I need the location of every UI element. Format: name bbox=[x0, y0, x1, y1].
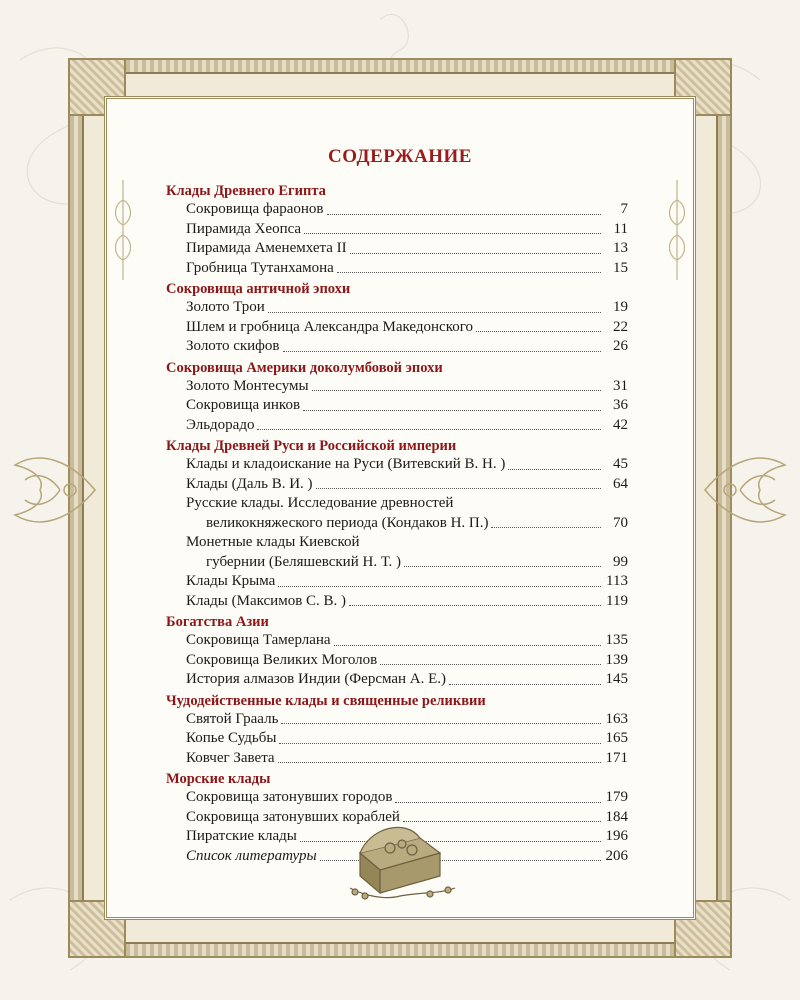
toc-entry-title: Клады (Даль В. И. ) bbox=[186, 475, 313, 492]
dot-leader bbox=[327, 214, 601, 215]
toc-entry-title: Золото Трои bbox=[186, 299, 265, 315]
dot-leader bbox=[337, 272, 601, 273]
toc-entry-title: Сокровища фараонов bbox=[186, 201, 324, 217]
toc-entry-title: Шлем и гробница Александра Македонского bbox=[186, 318, 474, 335]
page-number: 171 bbox=[605, 749, 628, 766]
dot-leader bbox=[312, 390, 601, 391]
side-ornament-icon bbox=[700, 420, 800, 560]
dot-leader bbox=[491, 527, 601, 528]
toc-entry[interactable] bbox=[166, 475, 628, 495]
page-number: 19 bbox=[613, 299, 628, 315]
page-number: 163 bbox=[605, 710, 628, 727]
page-number: 13 bbox=[613, 240, 628, 256]
toc-entry[interactable] bbox=[166, 592, 628, 612]
toc-entry-title: Гробница Тутанхамона bbox=[186, 259, 334, 276]
toc-entry[interactable] bbox=[166, 670, 628, 690]
page-number: 31 bbox=[613, 377, 628, 394]
column-ornament bbox=[662, 180, 692, 280]
dot-leader bbox=[283, 351, 602, 352]
page-number: 113 bbox=[606, 573, 628, 589]
dot-leader bbox=[281, 723, 601, 724]
side-ornament-icon bbox=[0, 420, 100, 560]
toc-entry-title: Эльдорадо bbox=[186, 416, 255, 433]
toc-entry[interactable] bbox=[166, 631, 628, 651]
toc-entry[interactable] bbox=[166, 729, 628, 749]
dot-leader bbox=[278, 762, 601, 763]
page-number: 196 bbox=[605, 828, 628, 844]
toc-entry-title: Золото скифов bbox=[186, 338, 280, 354]
page-number: 11 bbox=[613, 220, 628, 237]
page-number: 26 bbox=[613, 338, 628, 354]
page-number: 179 bbox=[605, 789, 628, 805]
section-heading: Морские клады bbox=[166, 771, 271, 787]
section-heading: Богатства Азии bbox=[166, 614, 269, 630]
toc-entry[interactable] bbox=[166, 749, 628, 769]
dot-leader bbox=[268, 312, 601, 313]
section-heading: Сокровища античной эпохи bbox=[166, 281, 351, 297]
toc-entry-title: Сокровища Великих Моголов bbox=[186, 651, 378, 668]
dot-leader bbox=[349, 605, 601, 606]
page-title: СОДЕРЖАНИЕ bbox=[328, 146, 472, 167]
toc-entry-title: Ковчег Завета bbox=[186, 749, 275, 766]
toc-entry[interactable] bbox=[166, 710, 628, 730]
dot-leader bbox=[508, 469, 601, 470]
toc-entry[interactable] bbox=[166, 200, 628, 220]
toc-entry-title: Клады Крыма bbox=[186, 573, 276, 589]
toc-entry[interactable] bbox=[166, 396, 628, 416]
toc-entry-title: История алмазов Индии (Ферсман А. Е.) bbox=[186, 671, 447, 687]
toc-entry[interactable] bbox=[166, 494, 628, 533]
page-number: 15 bbox=[613, 259, 628, 276]
toc-entry[interactable] bbox=[166, 455, 628, 475]
page-number: 119 bbox=[606, 592, 628, 609]
toc-entry-title: Золото Монтесумы bbox=[186, 377, 309, 394]
page-number: 206 bbox=[605, 847, 628, 864]
toc-entry-title: Список литературы bbox=[186, 847, 317, 864]
toc-entry[interactable] bbox=[166, 239, 628, 259]
dot-leader bbox=[304, 233, 601, 234]
section-heading: Клады Древнего Египта bbox=[166, 183, 326, 199]
toc-entry-title: Святой Грааль bbox=[186, 710, 279, 727]
toc-entry-title: Сокровища инков bbox=[186, 397, 301, 413]
dot-leader bbox=[316, 488, 601, 489]
section-heading: Сокровища Америки доколумбовой эпохи bbox=[166, 359, 443, 376]
dot-leader bbox=[257, 429, 601, 430]
page-number: 7 bbox=[620, 201, 628, 217]
page-number: 135 bbox=[605, 632, 628, 648]
dot-leader bbox=[404, 566, 601, 567]
dot-leader bbox=[449, 684, 601, 685]
dot-leader bbox=[380, 664, 601, 665]
toc-entry-title: Сокровища затонувших городов bbox=[186, 789, 393, 805]
table-of-contents bbox=[166, 180, 628, 866]
dot-leader bbox=[278, 586, 601, 587]
toc-entry-title: Сокровища затонувших кораблей bbox=[186, 808, 400, 825]
page-number: 64 bbox=[613, 475, 628, 492]
page-number: 42 bbox=[613, 416, 628, 433]
toc-entry[interactable] bbox=[166, 416, 628, 436]
page-number: 165 bbox=[605, 730, 628, 746]
page-number: 99 bbox=[613, 553, 628, 570]
column-ornament bbox=[108, 180, 138, 280]
toc-entry[interactable] bbox=[166, 377, 628, 397]
dot-leader bbox=[350, 253, 601, 254]
page-number: 36 bbox=[613, 397, 628, 413]
toc-entry[interactable] bbox=[166, 572, 628, 592]
dot-leader bbox=[334, 645, 601, 646]
toc-entry[interactable] bbox=[166, 259, 628, 279]
toc-entry-title: Русские клады. Исследование древностей великокняжеского периода (Кондаков Н. П.) bbox=[186, 495, 489, 531]
toc-entry-title: Копье Судьбы bbox=[186, 730, 277, 746]
toc-entry[interactable] bbox=[166, 318, 628, 338]
toc-entry[interactable] bbox=[166, 298, 628, 318]
dot-leader bbox=[279, 743, 601, 744]
page-number: 139 bbox=[605, 651, 628, 668]
dot-leader bbox=[303, 410, 601, 411]
toc-entry[interactable] bbox=[166, 337, 628, 357]
toc-entry-title: Пирамида Хеопса bbox=[186, 220, 302, 237]
treasure-chest-icon bbox=[330, 808, 470, 908]
page-number: 45 bbox=[613, 456, 628, 472]
toc-entry[interactable] bbox=[166, 788, 628, 808]
page-number: 145 bbox=[605, 671, 628, 687]
dot-leader bbox=[476, 331, 601, 332]
toc-entry-title: Клады и кладоискание на Руси (Витевский В. Н. ) bbox=[186, 456, 506, 472]
page-number: 70 bbox=[613, 514, 628, 531]
toc-entry-title: Пиратские клады bbox=[186, 828, 297, 844]
toc-entry-title: Клады (Максимов С. В. ) bbox=[186, 592, 347, 609]
page-number: 184 bbox=[605, 808, 628, 825]
section-heading: Чудодейственные клады и священные реликвии bbox=[166, 692, 486, 709]
toc-entry[interactable] bbox=[166, 651, 628, 671]
toc-entry-title: Сокровища Тамерлана bbox=[186, 632, 331, 648]
toc-entry[interactable] bbox=[166, 220, 628, 240]
dot-leader bbox=[395, 802, 601, 803]
page-number: 22 bbox=[613, 318, 628, 335]
toc-entry[interactable] bbox=[166, 533, 628, 572]
toc-entry-title: Пирамида Аменемхета II bbox=[186, 240, 347, 256]
section-heading: Клады Древней Руси и Российской империи bbox=[166, 438, 457, 454]
toc-entry-title: Монетные клады Киевской губернии (Беляшевский Н. Т. ) bbox=[186, 534, 401, 570]
